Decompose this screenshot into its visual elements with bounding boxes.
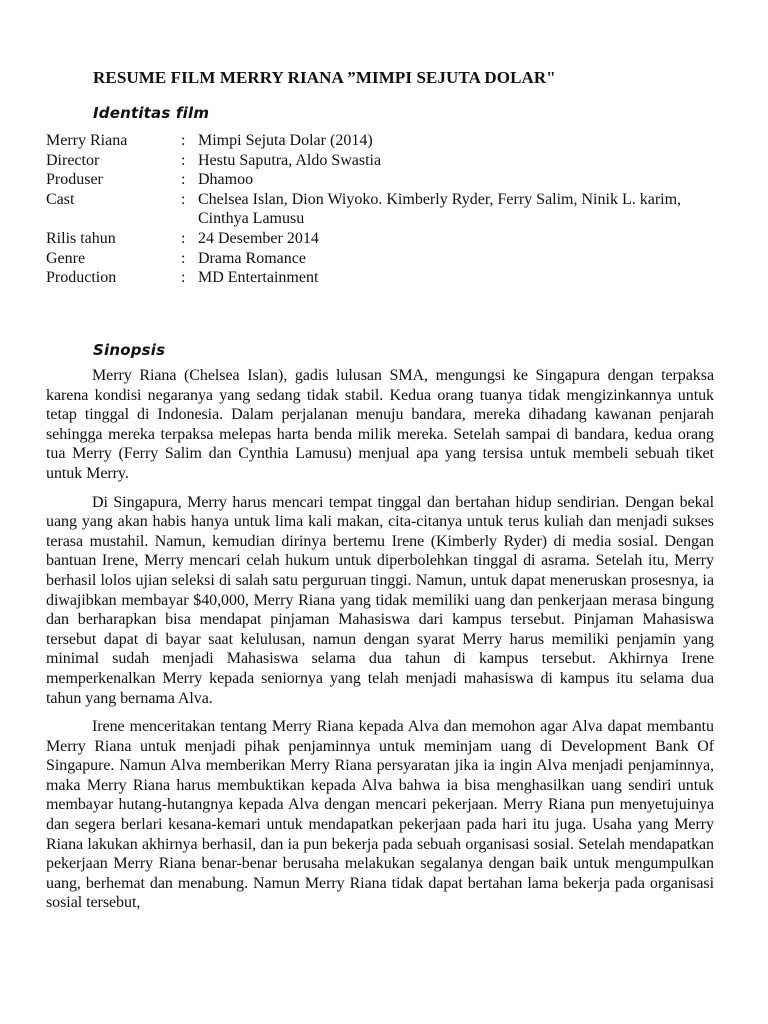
identity-value: Hestu Saputra, Aldo Swastia <box>198 151 382 169</box>
identity-separator: : <box>181 171 186 189</box>
identity-row <box>46 249 686 269</box>
identity-row <box>46 151 686 171</box>
identity-heading: Identitas film <box>93 104 210 122</box>
identity-value: 24 Desember 2014 <box>198 229 319 247</box>
identity-value: Drama Romance <box>198 249 306 267</box>
identity-key: Production <box>46 269 117 287</box>
identity-separator: : <box>181 151 186 169</box>
synopsis-paragraph: Merry Riana (Chelsea Islan), gadis lulusan SMA, mengungsi ke Singapura dengan terpaksa karena kondisi negaranya yang sedang tidak stabil. Kedua orang tuanya tidak mengizinkannya untuk tetap tinggal di Indonesia. Dalam perjalanan menuju bandara, mereka dihadang kawanan penjarah sehingga mereka terpaksa melepas harta benda milik mereka. Setelah sampai di bandara, kedua orang tua Merry (Ferry Salim dan Cynthia Lamusu) menjual apa yang tersisa untuk membeli sebuah tiket untuk Merry. <box>46 367 714 482</box>
identity-key: Rilis tahun <box>46 229 116 247</box>
identity-value: MD Entertainment <box>198 269 319 287</box>
synopsis-paragraph: Irene menceritakan tentang Merry Riana kepada Alva dan memohon agar Alva dapat membantu Merry Riana untuk menjadi pihak penjaminnya untuk meminjam uang di Development Bank Of Singapure. Namun Alva memberikan Merry Riana persyaratan jika ia ingin Alva menjadi penjaminnya, maka Merry Riana harus membuktikan kepada Alva bahwa ia bisa menghasilkan uang sendiri untuk membayar hutang-hutangnya kepada Alva dengan mencari pekerjaan. Merry Riana pun menyetujuinya dan segera berlari kesana-kemari untuk mendapatkan pekerjaan pada hari itu juga. Usaha yang Merry Riana lakukan akhirnya berhasil, dan ia pun bekerja pada sebuah organisasi sosial. Setelah mendapatkan pekerjaan Merry Riana benar-benar berusaha melakukan segalanya dengan baik untuk mengumpulkan uang, berhemat dan menabung. Namun Merry Riana tidak dapat bertahan lama bekerja pada organisasi sosial tersebut, <box>46 718 714 912</box>
identity-value: Mimpi Sejuta Dolar (2014) <box>198 132 373 149</box>
identity-row <box>46 268 686 288</box>
identity-key: Director <box>46 151 100 169</box>
synopsis-paragraph: Di Singapura, Merry harus mencari tempat tinggal dan bertahan hidup sendirian. Dengan bekal uang yang akan habis hanya untuk lima kali makan, cita-citanya untuk terus kuliah dan menjadi sukses terasa mustahil. Namun, kemudian dirinya bertemu Irene (Kimberly Ryder) di media sosial. Dengan bantuan Irene, Merry mencari celah hukum untuk diperbolehkan tinggal di asrama. Setelah itu, Merry berhasil lolos ujian seleksi di salah satu perguruan tinggi. Namun, untuk dapat meneruskan prosesnya, ia diwajibkan membayar $40,000, Merry Riana yang tidak memiliki uang dan penkerjaan merasa bingung dan berharapkan bisa mendapat pinjaman Mahasiswa dari kampus tersebut. Pinjaman Mahasiswa tersebut dapat di bayar saat kelulusan, namun dengan syarat Merry harus memiliki penjamin yang minimal sudah menjadi Mahasiswa selama dua tahun di kampus tersebut. Akhirnya Irene memperkenalkan Merry kepada seniornya yang telah menjadi mahasiswa di kampus itu selama dua tahun yang bernama Alva. <box>46 493 714 707</box>
identity-separator: : <box>181 249 186 267</box>
identity-separator: : <box>181 229 186 247</box>
identity-row <box>46 229 686 249</box>
identity-key: Merry Riana <box>46 132 128 149</box>
identity-row <box>46 131 686 151</box>
identity-key: Cast <box>46 190 75 208</box>
identity-row <box>46 170 686 190</box>
identity-separator: : <box>181 132 186 149</box>
document-title: RESUME FILM MERRY RIANA ”MIMPI SEJUTA DOLAR" <box>93 68 556 87</box>
synopsis-body <box>46 366 714 922</box>
identity-row <box>46 190 686 229</box>
identity-value: Dhamoo <box>198 171 254 189</box>
identity-table <box>46 131 686 288</box>
identity-key: Produser <box>46 171 103 189</box>
synopsis-heading: Sinopsis <box>93 341 166 359</box>
identity-separator: : <box>181 190 186 208</box>
identity-separator: : <box>181 269 186 287</box>
identity-value: Chelsea Islan, Dion Wiyoko. Kimberly Ryder, Ferry Salim, Ninik L. karim, Cinthya Lamusu <box>198 190 682 228</box>
identity-key: Genre <box>46 249 86 267</box>
